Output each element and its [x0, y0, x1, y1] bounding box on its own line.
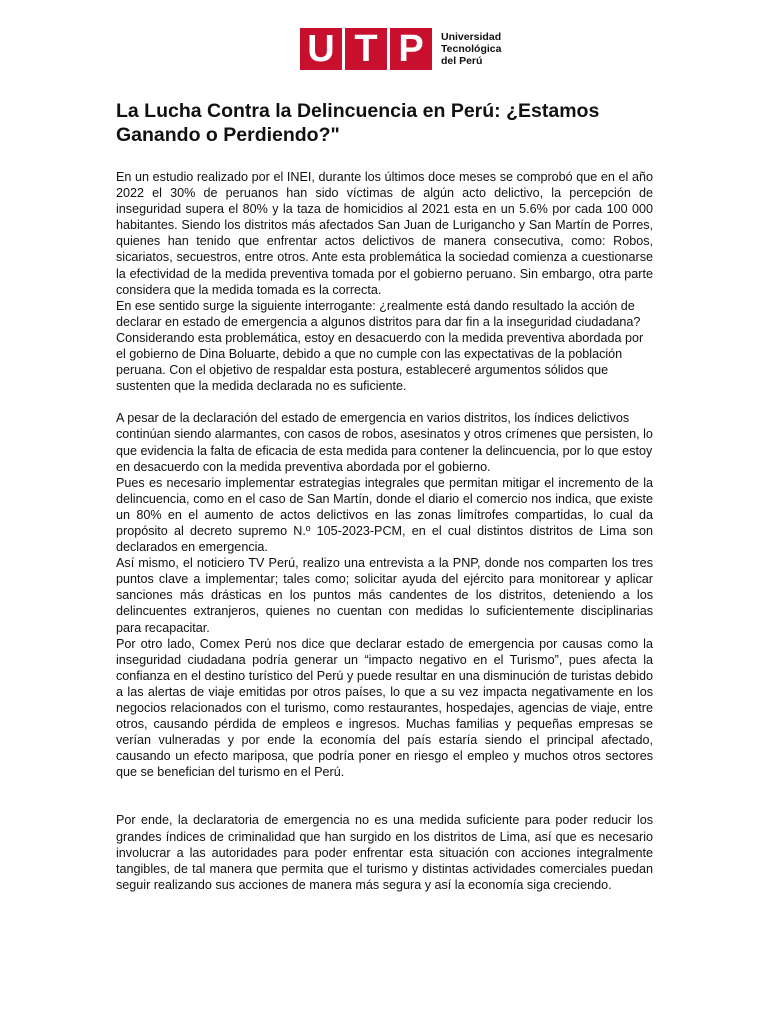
paragraph-spacer — [116, 780, 653, 812]
logo-letter-u: U — [300, 28, 342, 70]
paragraph-conclusion: Por ende, la declaratoria de emergencia no es una medida suficiente para poder reducir los grandes índices de criminalidad que han surgido en los distritos de Lima, así que es necesario involucrar a las autoridades para poder enfrentar esta situación con acciones integralmente tangibles, de tal manera que permita que el turismo y distintas actividades comerciales puedan seguir realizando sus acciones de manera más segura y así la economía siga creciendo. — [116, 813, 653, 892]
paragraph-spacer — [116, 394, 653, 410]
paragraph-argument-1: A pesar de la declaración del estado de emergencia en varios distritos, los índices delictivos continúan siendo alarmantes, con casos de robos, asesinatos y otros crímenes que persisten, lo que evidencia la falta de eficacia de esta medida para contener la delincuencia, por lo que estoy en desacuerdo con la medida preventiva abordada por el gobierno. — [116, 411, 653, 474]
utp-logo — [300, 28, 501, 70]
logo-name-line-3: del Perú — [441, 55, 483, 67]
paragraph-intro: En un estudio realizado por el INEI, durante los últimos doce meses se comprobó que en el año 2022 el 30% de peruanos han sido víctimas de algún acto delictivo, la percepción de inseguridad supera el 80% y la taza de homicidios al 2021 esta en un 5.6% por cada 100 000 habitantes. Siendo los distritos más afectados San Juan de Lurigancho y San Martín de Porres, quienes han tenido que enfrentar actos delictivos de manera consecutiva, como: Robos, sicariatos, secuestros, entre otros. Ante esta problemática la sociedad comienza a cuestionarse la efectividad de la medida preventiva tomada por el gobierno peruano. Sin embargo, otra parte considera que la medida tomada es la correcta. — [116, 170, 653, 297]
document-title: La Lucha Contra la Delincuencia en Perú: ¿Estamos Ganando o Perdiendo?" — [116, 100, 600, 146]
logo-university-name — [441, 31, 501, 67]
paragraph-argument-3: Así mismo, el noticiero TV Perú, realizo una entrevista a la PNP, donde nos comparten los tres puntos clave a implementar; tales como; solicitar ayuda del ejército para monitorear y aplicar sanciones más drásticas en los puntos más candentes de los distritos, deteniendo a los delincuentes extranjeros, quienes no cuentan con medidas lo suficientemente disciplinarias para recapacitar. — [116, 556, 653, 635]
logo-name-line-2: Tecnológica — [441, 43, 502, 55]
document-body — [116, 169, 653, 893]
paragraph-argument-2: Pues es necesario implementar estrategias integrales que permitan mitigar el incremento de la delincuencia, como en el caso de San Martín, donde el diario el comercio nos indica, que existe un 80% en el aumento de actos delictivos en las zonas limítrofes compartidas, lo cual da propósito al decreto supremo N.º 105-2023-PCM, en el cual distintos distritos de Lima son declarados en emergencia. — [116, 475, 653, 555]
logo-letter-t: T — [345, 28, 387, 70]
paragraph-thesis: En ese sentido surge la siguiente interrogante: ¿realmente está dando resultado la acción de declarar en estado de emergencia a algunos distritos para dar fin a la inseguridad ciudadana? Considerando esta problemática, estoy en desacuerdo con la medida preventiva abordada por el gobierno de Dina Boluarte, debido a que no cumple con las expectativas de la población peruana. Con el objetivo de respaldar esta postura, estableceré argumentos sólidos que sustenten que la medida declarada no es suficiente. — [116, 298, 644, 394]
logo-letter-p: P — [390, 28, 432, 70]
paragraph-argument-4: Por otro lado, Comex Perú nos dice que declarar estado de emergencia por causas como la inseguridad ciudadana podría generar un “impacto negativo en el Turismo”, pues afecta la confianza en el destino turístico del Perú y puede resultar en una disminución de turistas debido a las alertas de viaje emitidas por otros países, lo que a su vez impacta negativamente en los negocios relacionados con el turismo, como restaurantes, hospedajes, agencias de viaje, entre otros, causando pérdida de empleos e ingresos. Muchas familias y pequeñas empresas se verían vulneradas y por ende la economía del país estaría siendo el principal afectado, causando un efecto mariposa, que podría poner en riesgo el empleo y muchos otros sectores que se benefician del turismo en el Perú. — [116, 636, 653, 780]
logo-name-line-1: Universidad — [441, 31, 502, 43]
